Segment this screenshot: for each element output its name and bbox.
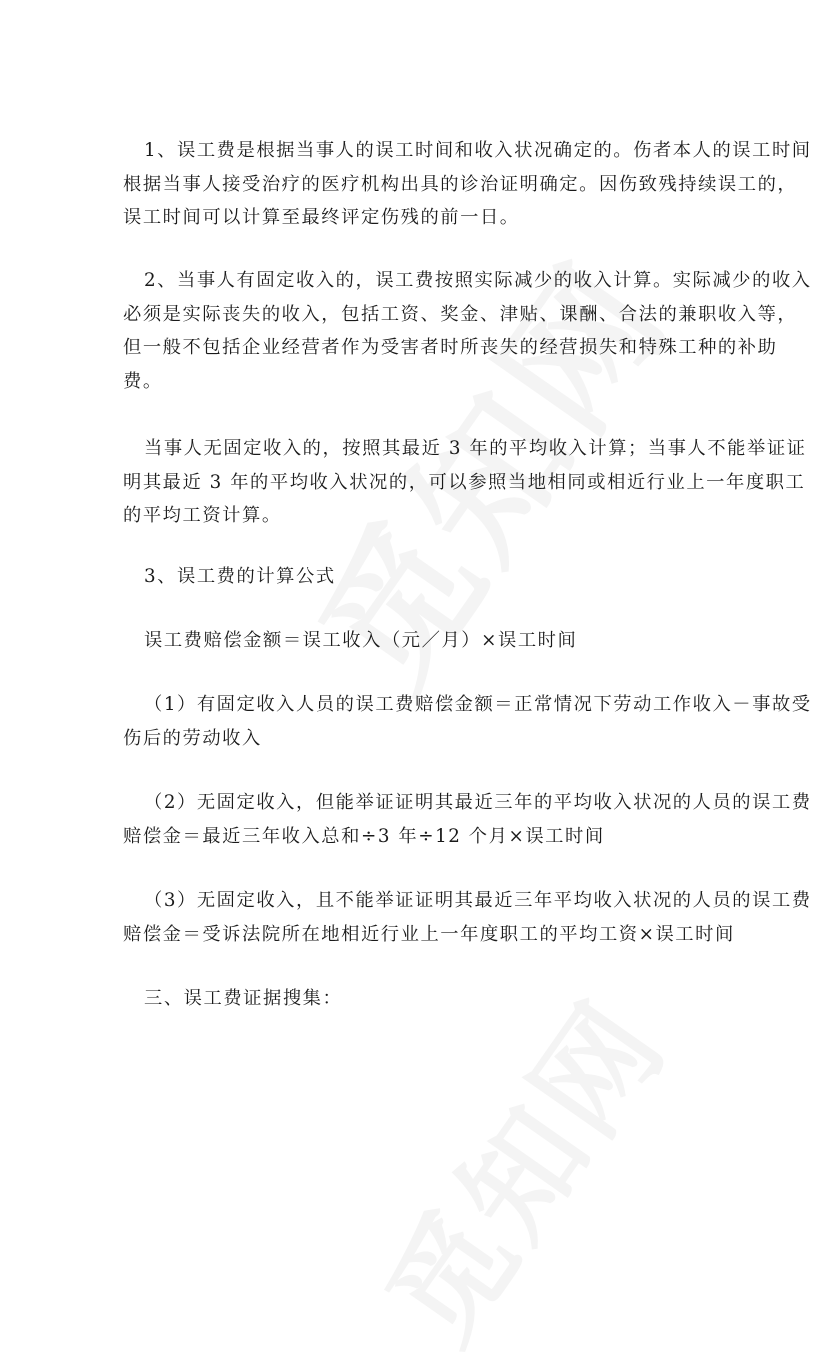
text-line: 的平均工资计算。	[123, 505, 282, 526]
text-line: （3）无固定收入，且不能举证证明其最近三年平均收入状况的人员的误工费	[144, 890, 812, 911]
text-line: 伤后的劳动收入	[123, 727, 262, 749]
text-line: 根据当事人接受治疗的医疗机构出具的诊治证明确定。因伤致残持续误工的，	[123, 173, 798, 195]
text-line: 3、误工费的计算公式	[144, 566, 336, 587]
paragraph-lost-wages-basis	[123, 134, 812, 235]
formula-item-2	[123, 786, 812, 853]
text-line: 费。	[123, 370, 163, 392]
paragraph-fixed-income	[123, 264, 812, 398]
text-line: 三、误工费证据搜集：	[144, 988, 343, 1009]
formula-item-1	[123, 688, 812, 755]
text-line: 当事人无固定收入的，按照其最近 3 年的平均收入计算；当事人不能举证证	[144, 438, 807, 459]
text-line: 明其最近 3 年的平均收入状况的，可以参照当地相同或相近行业上一年度职工	[123, 471, 806, 493]
watermark	[340, 962, 698, 1370]
formula-item-3	[123, 884, 812, 951]
paragraph-no-fixed-income	[123, 432, 807, 533]
text-line: （1）有固定收入人员的误工费赔偿金额＝正常情况下劳动工作收入－事故受	[144, 694, 812, 715]
text-line: 误工费赔偿金额＝误工收入（元／月）×误工时间	[144, 630, 578, 651]
text-line: 但一般不包括企业经营者作为受害者时所丧失的经营损失和特殊工种的补助	[123, 337, 778, 358]
formula-main	[123, 624, 723, 658]
section-heading-evidence	[123, 982, 723, 1016]
text-line: 误工时间可以计算至最终评定伤残的前一日。	[123, 207, 520, 228]
text-line: （2）无固定收入，但能举证证明其最近三年的平均收入状况的人员的误工费	[144, 792, 812, 813]
text-line: 赔偿金＝最近三年收入总和÷3 年÷12 个月×误工时间	[123, 825, 605, 847]
text-line: 2、当事人有固定收入的，误工费按照实际减少的收入计算。实际减少的收入	[144, 270, 812, 291]
section-heading-formula	[123, 560, 723, 594]
text-line: 1、误工费是根据当事人的误工时间和收入状况确定的。伤者本人的误工时间	[144, 140, 812, 161]
text-line: 必须是实际丧失的收入，包括工资、奖金、津贴、课酬、合法的兼职收入等，	[123, 303, 798, 325]
text-line: 赔偿金＝受诉法院所在地相近行业上一年度职工的平均工资×误工时间	[123, 923, 735, 945]
